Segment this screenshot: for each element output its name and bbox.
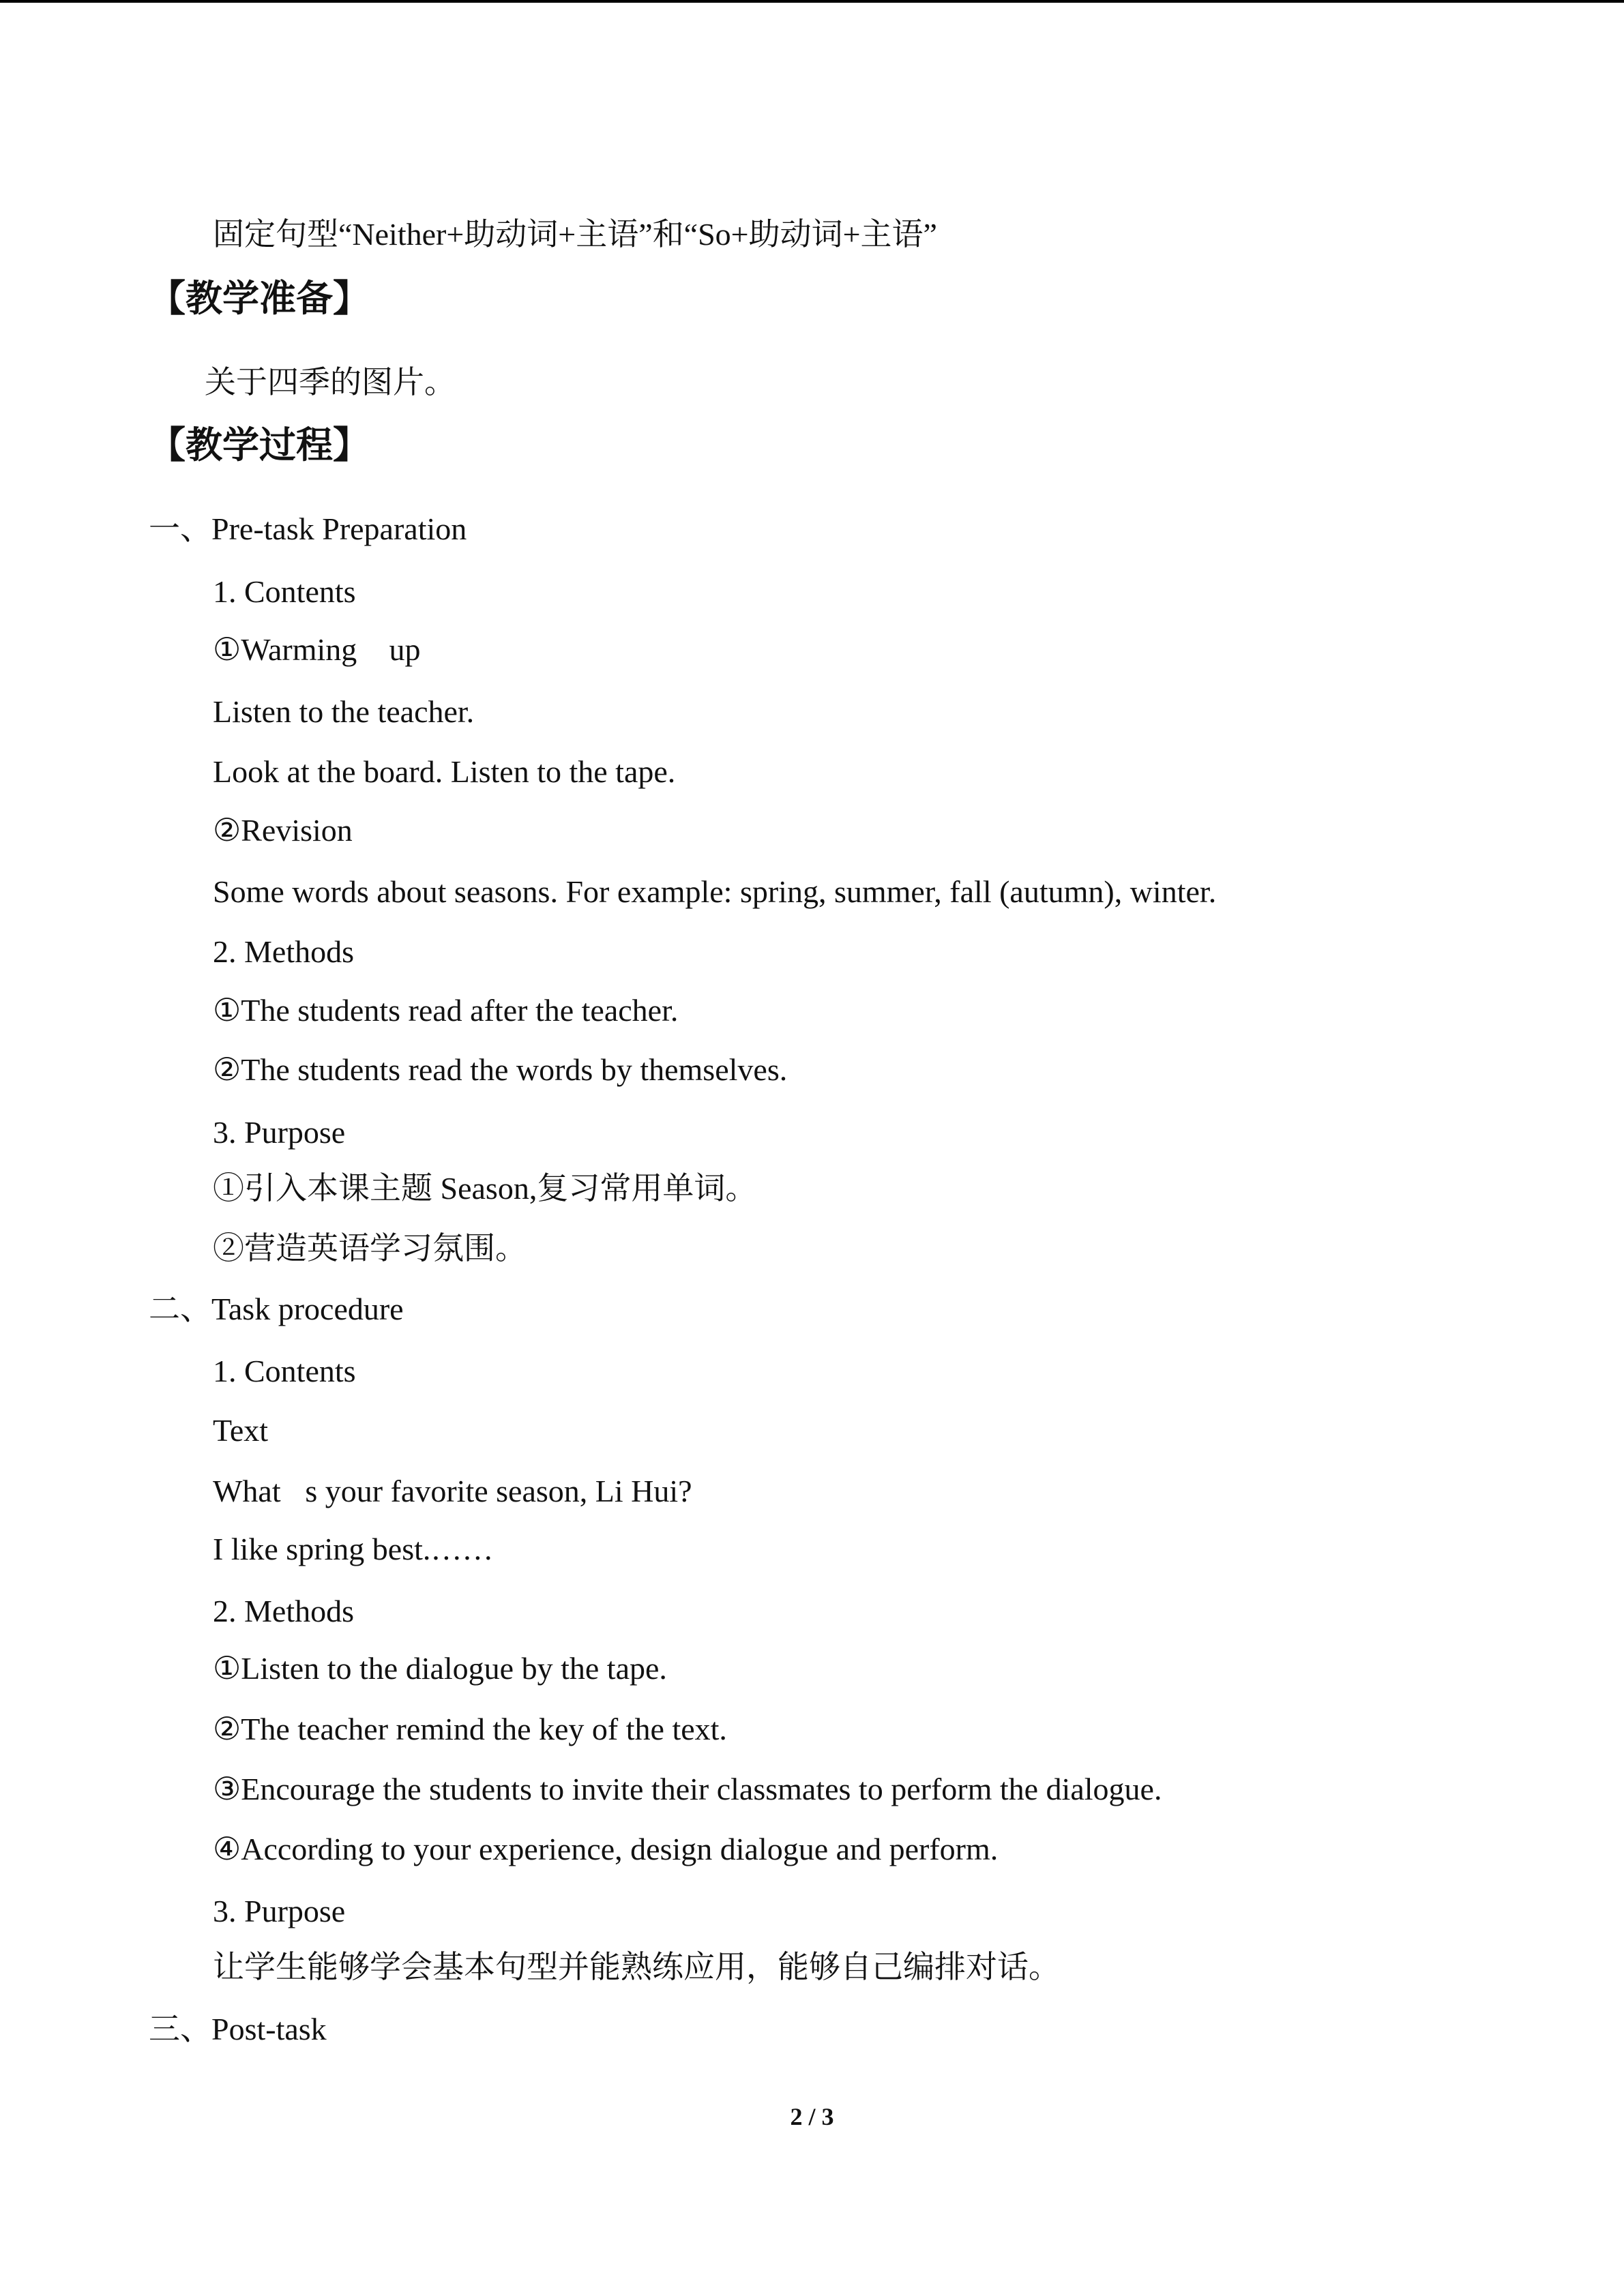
part1-contents-label: 1. Contents xyxy=(213,574,356,609)
part2-methods-label: 2. Methods xyxy=(213,1594,354,1628)
part2-method-1: ①Listen to the dialogue by the tape. xyxy=(213,1651,667,1686)
part2-purpose-text: 让学生能够学会基本句型并能熟练应用，能够自己编排对话。 xyxy=(213,1950,1060,1984)
part1-look-board: Look at the board. Listen to the tape. xyxy=(213,754,676,789)
part2-dialogue-2: I like spring best.…… xyxy=(213,1532,494,1566)
part1-season-words: Some words about seasons. For example: spring, summer, fall (autumn), winter. xyxy=(213,874,1217,909)
part1-revision: ②Revision xyxy=(213,813,353,848)
part2-method-4: ④According to your experience, design dialogue and perform. xyxy=(213,1832,999,1866)
part2-purpose-label: 3. Purpose xyxy=(213,1894,346,1928)
page-number: 2 / 3 xyxy=(790,2103,834,2130)
part1-purpose-label: 3. Purpose xyxy=(213,1115,346,1150)
part1-purpose-2: ②营造英语学习氛围。 xyxy=(213,1231,527,1266)
part1-methods-label: 2. Methods xyxy=(213,934,354,969)
preparation-heading: 【教学准备】 xyxy=(149,277,370,320)
part1-title: 一、Pre-task Preparation xyxy=(149,511,467,546)
intro-line: 固定句型“Neither+助动词+主语”和“So+助动词+主语” xyxy=(213,217,937,252)
part1-listen-teacher: Listen to the teacher. xyxy=(213,694,475,729)
part2-method-2: ②The teacher remind the key of the text. xyxy=(213,1712,727,1746)
part3-title: 三、Post-task xyxy=(149,2012,327,2046)
part2-contents-label: 1. Contents xyxy=(213,1354,356,1388)
part2-dialogue-1: What s your favorite season, Li Hui? xyxy=(213,1474,692,1508)
process-heading: 【教学过程】 xyxy=(149,423,370,466)
part1-warming-up: ①Warming  up xyxy=(213,632,421,667)
part1-method-1: ①The students read after the teacher. xyxy=(213,993,679,1028)
part2-method-3: ③Encourage the students to invite their classmates to perform the dialogue. xyxy=(213,1772,1162,1806)
part2-title: 二、Task procedure xyxy=(149,1292,404,1326)
part2-text-label: Text xyxy=(213,1413,269,1448)
part1-purpose-1: ①引入本课主题 Season,复习常用单词。 xyxy=(213,1171,757,1206)
preparation-text: 关于四季的图片。 xyxy=(205,365,456,400)
part1-method-2: ②The students read the words by themselves. xyxy=(213,1052,788,1087)
